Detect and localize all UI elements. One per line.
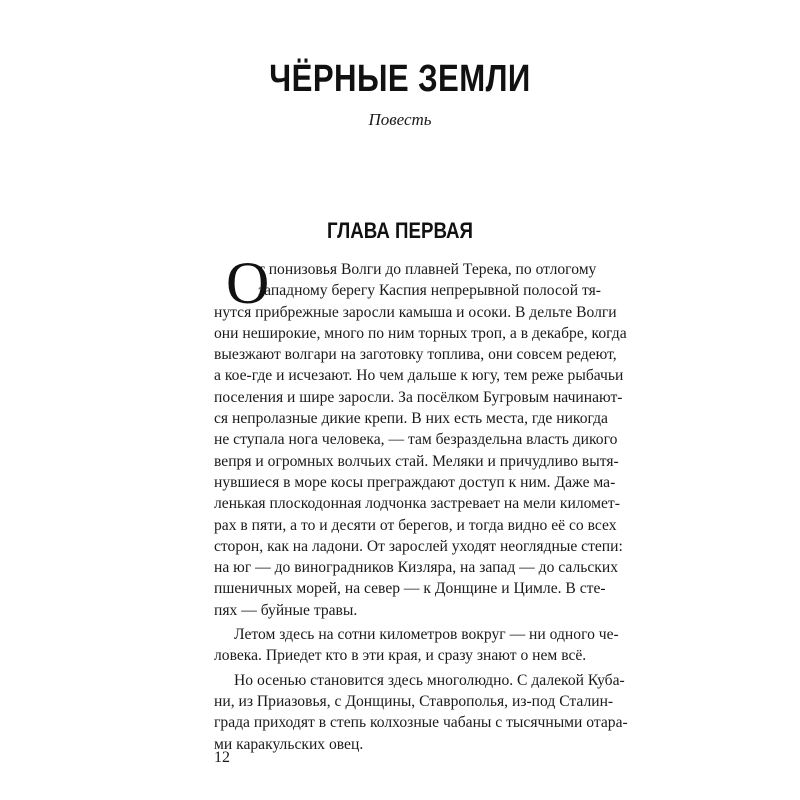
text-line: рах в пяти, а то и десяти от берегов, и тогда видно её со всех bbox=[214, 516, 617, 534]
text-line: т понизовья Волги до плавней Терека, по отлогому bbox=[258, 261, 597, 278]
text-line: они неширокие, много по ним торных троп, а в декабре, когда bbox=[214, 324, 627, 342]
chapter-heading: ГЛАВА ПЕРВАЯ bbox=[327, 218, 473, 243]
text-line: не ступала нога человека, — там безраздельна власть дикого bbox=[214, 431, 618, 449]
text-line: нутся прибрежные заросли камыша и осоки. В дельте Волги bbox=[214, 303, 617, 321]
text-line: Летом здесь на сотни километров вокруг — ни одного че- bbox=[234, 626, 619, 644]
text-line: пях — буйные травы. bbox=[214, 601, 358, 619]
text-line: западному берегу Каспия непрерывной полосой тя- bbox=[258, 282, 601, 300]
text-line: града приходят в степь колхозные чабаны с тысячными отара- bbox=[214, 714, 628, 732]
text-line: поселения и шире заросли. За посёлком Бугровым начинают- bbox=[214, 388, 623, 406]
text-line: ми каракульских овец. bbox=[214, 735, 364, 753]
text-line: на юг — до виноградников Кизляра, на запад — до сальских bbox=[214, 559, 618, 577]
text-line: пшеничных морей, на север — к Донщине и Цимле. В сте- bbox=[214, 580, 606, 598]
book-subtitle: Повесть bbox=[368, 110, 432, 129]
text-line: а кое-где и исчезают. Но чем дальше к югу, тем реже рыбачьи bbox=[214, 367, 624, 385]
text-line: ловека. Приедет кто в эти края, и сразу знают о нем всё. bbox=[214, 647, 587, 665]
text-line: Но осенью становится здесь многолюдно. С далекой Куба- bbox=[234, 671, 625, 689]
text-line: ни, из Приазовья, с Донщины, Ставрополья, из-под Сталин- bbox=[214, 692, 614, 710]
book-title: ЧЁРНЫЕ ЗЕМЛИ bbox=[269, 58, 531, 100]
text-line: сторон, как на ладони. От зарослей уходят неоглядные степи: bbox=[214, 537, 623, 555]
body-text bbox=[214, 250, 628, 755]
text-line: нувшиеся в море косы преграждают доступ к ним. Даже ма- bbox=[214, 473, 616, 491]
text-line: ленькая плоскодонная лодчонка застревает на мели километ- bbox=[214, 495, 620, 513]
page-number: 12 bbox=[214, 749, 230, 766]
drop-cap: О bbox=[226, 250, 270, 316]
text-line: ся непролазные дикие крепи. В них есть места, где никогда bbox=[214, 410, 608, 428]
text-line: выезжают волгари на заготовку топлива, они совсем редеют, bbox=[214, 346, 617, 364]
text-line: вепря и огромных волчьих стай. Меляки и причудливо вытя- bbox=[214, 452, 619, 470]
